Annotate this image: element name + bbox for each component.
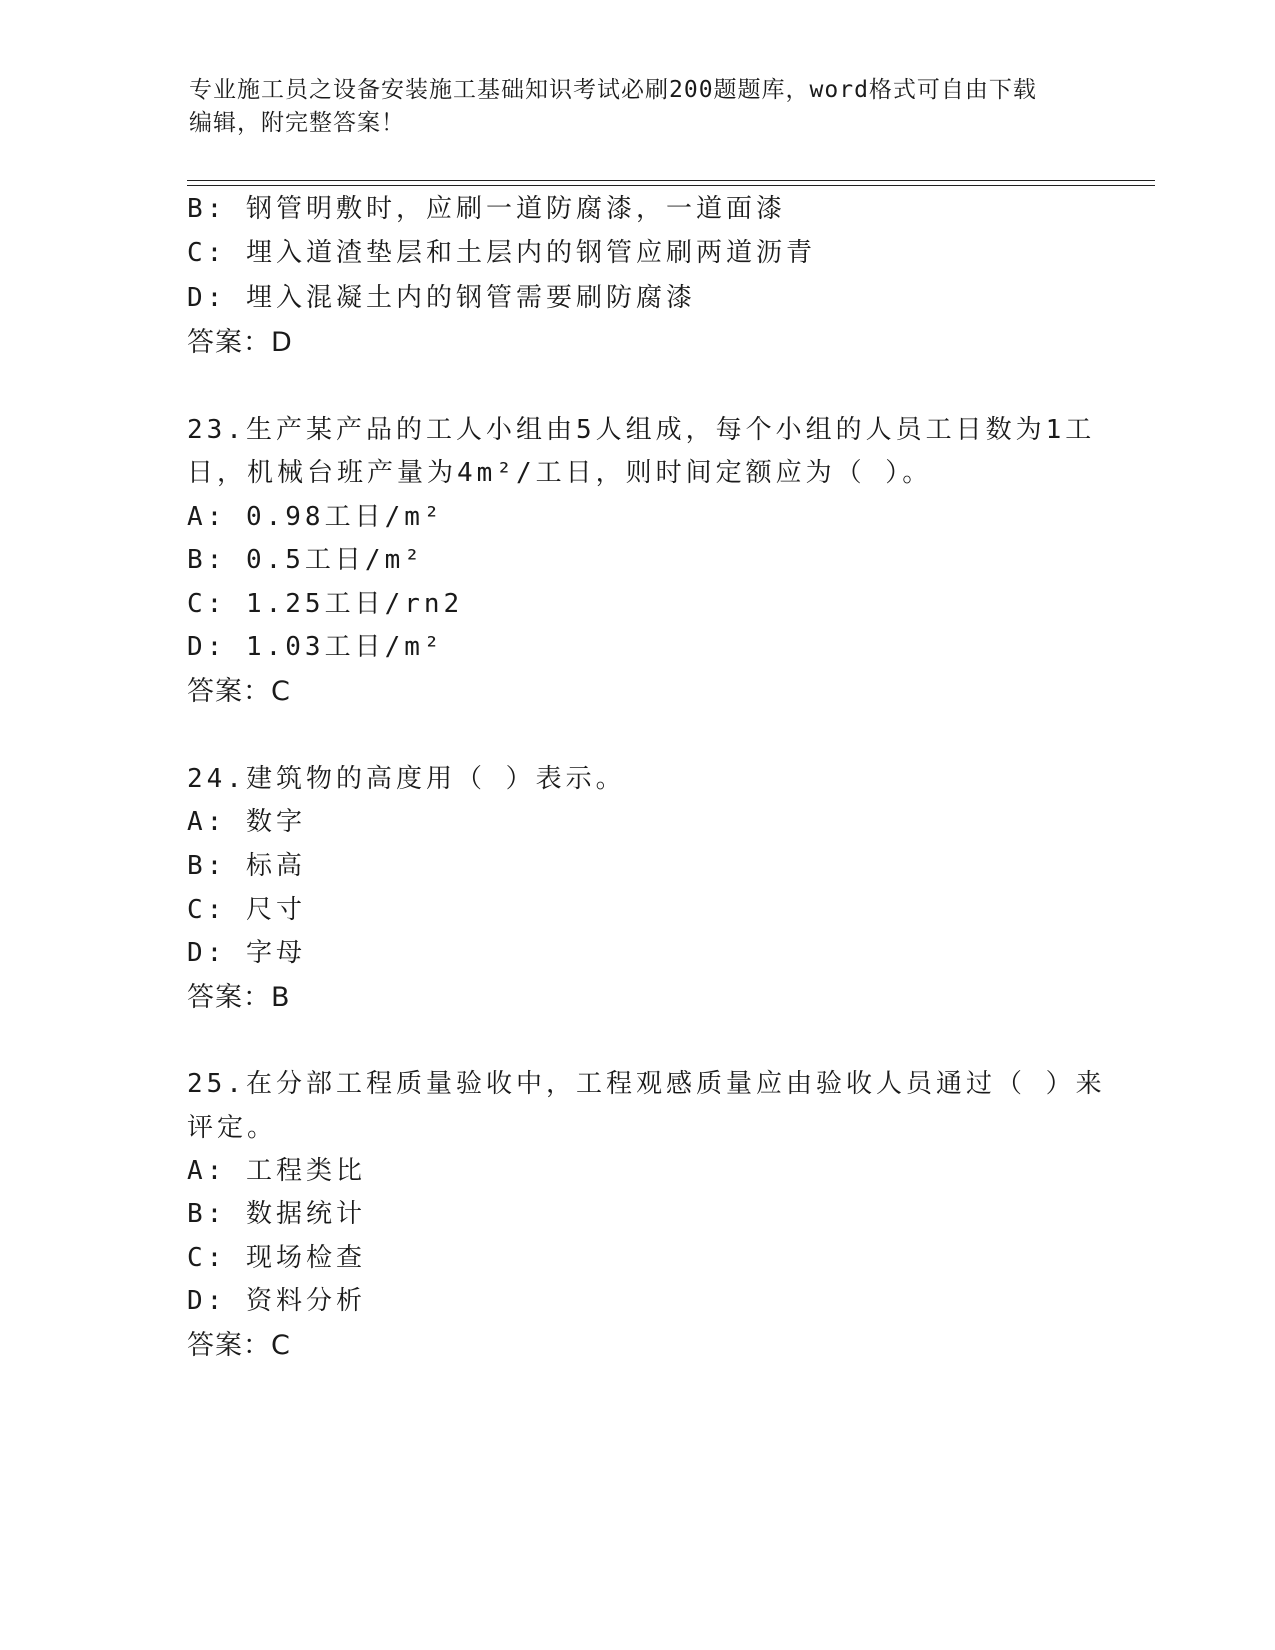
q22-answer: 答案：D <box>187 327 293 358</box>
document-header <box>189 74 1089 140</box>
q25-option-b: B: 数据统计 <box>187 1199 366 1229</box>
q23-answer: 答案：C <box>187 676 291 707</box>
header-title-line-1: 专业施工员之设备安装施工基础知识考试必刷200题题库，word格式可自由下载 <box>189 77 1037 103</box>
header-divider-bottom <box>187 185 1155 186</box>
q24-option-b: B: 标高 <box>187 851 306 881</box>
q25-stem-line-1: 25.在分部工程质量验收中，工程观感质量应由验收人员通过（ ）来 <box>187 1069 1106 1099</box>
q23-option-a: A: 0.98工日/m² <box>187 502 444 532</box>
q23-stem-line-2: 日，机械台班产量为4m²/工日，则时间定额应为（ ）。 <box>187 458 933 488</box>
q23-option-c: C: 1.25工日/rn2 <box>187 589 464 619</box>
q25-option-a: A: 工程类比 <box>187 1156 366 1186</box>
q22-option-b: B: 钢管明敷时，应刷一道防腐漆，一道面漆 <box>187 194 786 224</box>
q24-option-d: D: 字母 <box>187 938 306 968</box>
header-title-line-2: 编辑，附完整答案！ <box>189 110 405 136</box>
q25-stem-line-2: 评定。 <box>187 1113 278 1143</box>
q24-option-c: C: 尺寸 <box>187 895 306 925</box>
q23-stem-line-1: 23.生产某产品的工人小组由5人组成，每个小组的人员工日数为1工 <box>187 415 1096 445</box>
q23-option-d: D: 1.03工日/m² <box>187 632 444 662</box>
q24-answer: 答案：B <box>187 982 291 1013</box>
q25-answer: 答案：C <box>187 1330 291 1361</box>
q25-option-c: C: 现场检查 <box>187 1243 366 1273</box>
q24-option-a: A: 数字 <box>187 807 306 837</box>
q22-option-c: C: 埋入道渣垫层和土层内的钢管应刷两道沥青 <box>187 238 816 268</box>
q25-option-d: D: 资料分析 <box>187 1286 366 1316</box>
header-divider-top <box>187 180 1155 181</box>
q24-stem: 24.建筑物的高度用（ ）表示。 <box>187 764 626 794</box>
q23-option-b: B: 0.5工日/m² <box>187 545 424 575</box>
q22-option-d: D: 埋入混凝土内的钢管需要刷防腐漆 <box>187 283 696 313</box>
